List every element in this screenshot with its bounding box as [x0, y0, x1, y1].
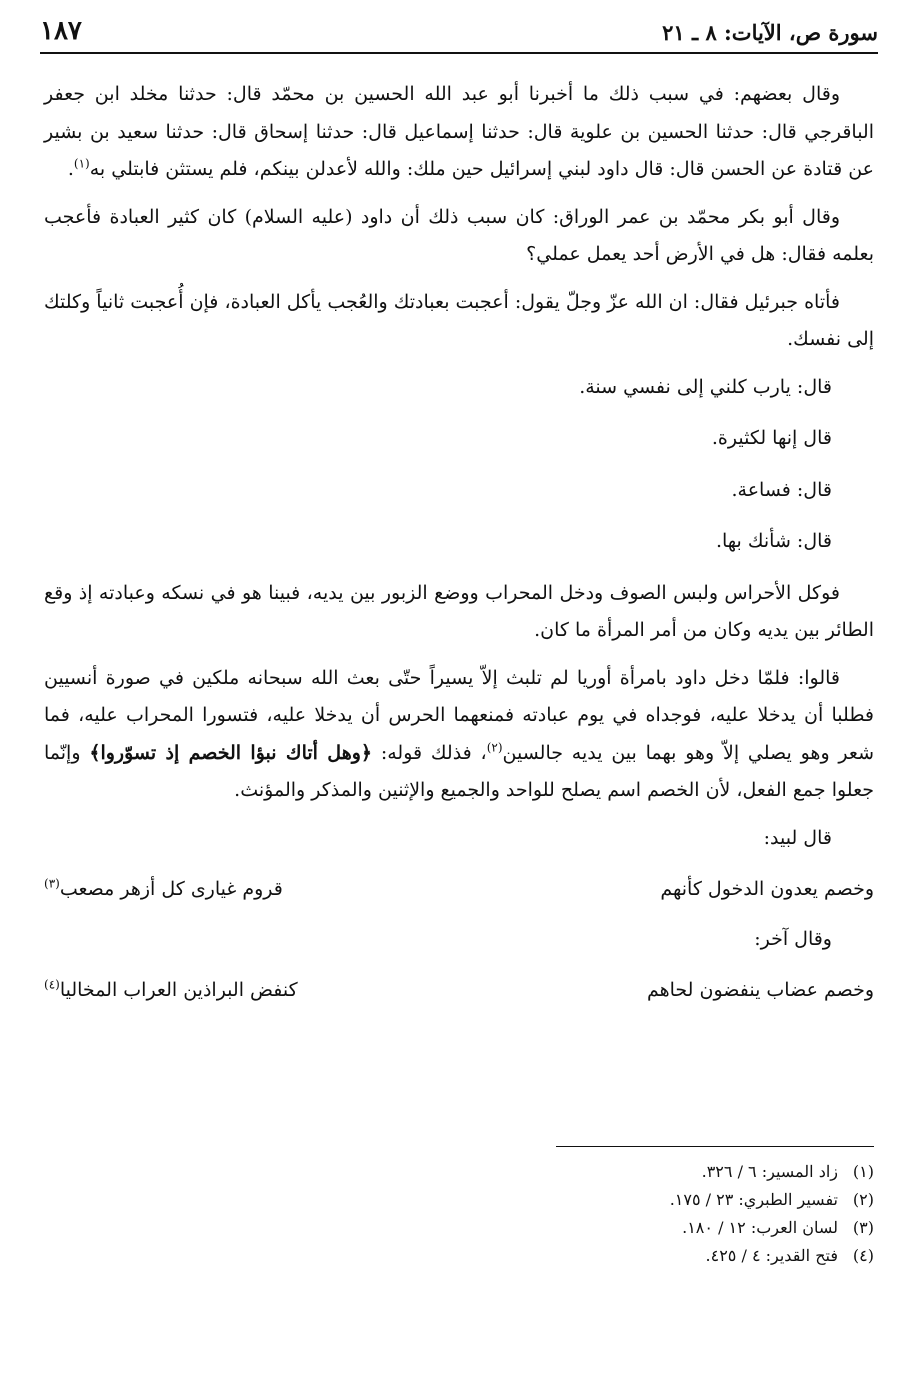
- footnote: [44, 1242, 874, 1270]
- header-rule: [40, 52, 878, 54]
- paragraph-text: قالوا: فلمّا دخل داود بامرأة أوريا لم تلبث إلاّ يسيراً حتّى بعث الله سبحانه ملكين في صورة أنسيين فطلبا أن يدخلا عليه، فوجداه في يوم عبادته فمنعهما الحرس أن يدخلا عليه، فتسورا المحراب عليه، فما شعر وهو يصلي إلاّ وهو بهما بين يديه جالسين: [44, 666, 874, 764]
- dialogue-line: قال: فساعة.: [731, 478, 832, 501]
- footnote-ref: (٤): [44, 977, 60, 992]
- footnote-ref: (٣): [44, 876, 60, 891]
- running-header: [40, 12, 878, 50]
- footnote-ref: (١): [73, 156, 90, 171]
- verse-second-hemistich: [44, 871, 283, 909]
- page-number: ١٨٧: [40, 16, 82, 46]
- dialogue-line: قال: يارب كلني إلى نفسي سنة.: [579, 375, 832, 398]
- verse-second-hemistich: [44, 972, 298, 1010]
- footnote-text: فتح القدير: ٤ / ٤٢٥.: [705, 1246, 838, 1265]
- quran-quote: ﴿وهل أتاك نبؤا الخصم إذ تسوّروا﴾: [89, 741, 373, 764]
- footnote-rule: [556, 1146, 874, 1147]
- footnotes: [44, 1158, 874, 1270]
- hemistich-text: قروم غيارى كل أزهر مصعب: [59, 878, 283, 900]
- chapter-title: سورة ص، الآيات: ٨ ـ ٢١: [662, 20, 878, 45]
- paragraph-text: وإنّما جعلوا جمع الفعل، لأن الخصم اسم يصلح للواحد والجميع والإثنين والمذكر والمؤنث.: [44, 741, 874, 801]
- footnote-ref: (٢): [486, 740, 503, 755]
- hemistich-text: كنفض البراذين العراب المخاليا: [59, 979, 298, 1001]
- poem-verse: [44, 871, 874, 909]
- paragraph: وقال أبو بكر محمّد بن عمر الوراق: كان سبب ذلك أن داود (عليه السلام) كان كثير العبادة فأعجب بعلمه فقال: هل في الأرض أحد يعمل عملي؟: [44, 205, 874, 265]
- paragraph: فوكل الأحراس ولبس الصوف ودخل المحراب ووضع الزبور بين يديه، فبينا هو في نسكه وعبادته إذ وقع الطائر بين يديه وكان من أمر المرأة ما كان.: [44, 581, 874, 641]
- footnote-number: (٤): [852, 1246, 874, 1265]
- main-text: [44, 76, 874, 1022]
- poem-verse: [44, 972, 874, 1010]
- dialogue-line: قال إنها لكثيرة.: [711, 427, 832, 449]
- paragraph: فأتاه جبرئيل فقال: ان الله عزّ وجلّ يقول: أعجبت بعبادتك والعُجب يأكل العبادة، فإن أُعجبت ثانياً وكلتك إلى نفسك.: [44, 290, 874, 350]
- footnote-number: (٣): [852, 1218, 874, 1237]
- footnote: [44, 1214, 874, 1242]
- verse-first-hemistich: وخصم يعدون الدخول كأنهم: [660, 878, 874, 900]
- footnote: [44, 1186, 874, 1214]
- footnote-number: (٢): [852, 1190, 874, 1209]
- footnote-text: لسان العرب: ١٢ / ١٨٠.: [682, 1218, 838, 1237]
- dialogue-line: قال: شأنك بها.: [715, 530, 832, 552]
- footnote-number: (١): [852, 1162, 874, 1181]
- paragraph-text: وقال بعضهم: في سبب ذلك ما أخبرنا أبو عبد الله الحسين بن محمّد قال: حدثنا مخلد ابن جعفر الباقرجي قال: حدثنا الحسين بن علوية قال: حدثنا إسماعيل قال: حدثنا إسحاق قال: حدثنا سعيد بن بشير عن قتادة عن الحسن قال: قال داود لبني إسرائيل حين ملك: والله لأعدلن بينكم، فلم يستثن فابتلي به: [44, 83, 874, 180]
- poet-intro: وقال آخر:: [754, 927, 832, 950]
- footnote-text: زاد المسير: ٦ / ٣٢٦.: [701, 1162, 838, 1181]
- paragraph: [44, 660, 874, 810]
- paragraph-text: ، فذلك قوله:: [380, 741, 487, 764]
- verse-first-hemistich: وخصم عضاب ينفضون لحاهم: [646, 979, 874, 1001]
- punctuation: .: [67, 158, 74, 180]
- footnote: [44, 1158, 874, 1186]
- poet-intro: قال لبيد:: [763, 826, 832, 849]
- footnote-text: تفسير الطبري: ٢٣ / ١٧٥.: [669, 1190, 838, 1209]
- paragraph: [44, 76, 874, 189]
